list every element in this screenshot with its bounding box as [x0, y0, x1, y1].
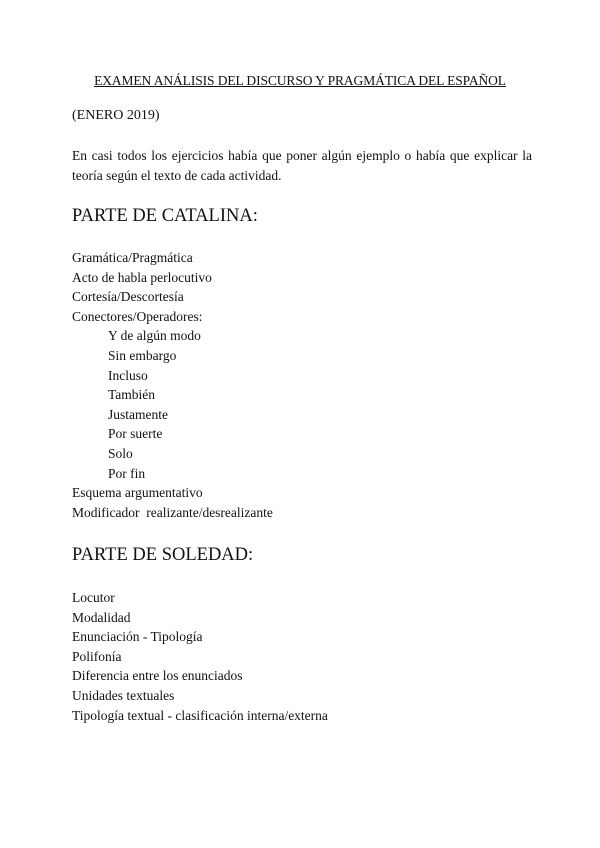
list-item: Locutor [72, 590, 115, 605]
document-title: EXAMEN ANÁLISIS DEL DISCURSO Y PRAGMÁTICA DEL ESPAÑOL [94, 73, 506, 88]
sublist-item: Solo [108, 445, 133, 461]
list-item: Unidades textuales [72, 687, 175, 703]
sublist-item: Por suerte [108, 426, 163, 442]
list-item: Enunciación - Tipología [72, 629, 203, 645]
list-item: Polifonía [72, 648, 122, 664]
soledad-topic-list [72, 588, 328, 725]
list-item-label: Conectores/Operadores: [72, 308, 203, 324]
section-heading-catalina: PARTE DE CATALINA: [72, 206, 258, 226]
sublist-item: Justamente [108, 406, 168, 422]
list-item: Modalidad [72, 609, 131, 625]
list-item: Diferencia entre los enunciados [72, 668, 243, 684]
list-item: Modificador realizante/desrealizante [72, 504, 273, 520]
sublist-item: También [108, 387, 156, 403]
list-item: Gramática/Pragmática [72, 250, 193, 265]
list-item: Tipología textual - clasificación interna/externa [72, 707, 328, 723]
connectors-sublist [72, 326, 273, 483]
intro-paragraph: En casi todos los ejercicios había que poner algún ejemplo o había que explicar la teoría según el texto de cada actividad. [72, 148, 532, 183]
sublist-item: Sin embargo [108, 347, 177, 363]
list-item [72, 307, 273, 483]
list-item: Cortesía/Descortesía [72, 289, 184, 305]
list-item: Esquema argumentativo [72, 485, 203, 501]
exam-date: (ENERO 2019) [72, 108, 160, 123]
sublist-item: Y de algún modo [108, 328, 201, 344]
list-item: Acto de habla perlocutivo [72, 269, 212, 285]
sublist-item: Incluso [108, 367, 148, 383]
section-heading-soledad: PARTE DE SOLEDAD: [72, 545, 254, 565]
sublist-item: Por fin [108, 465, 146, 481]
catalina-topic-list [72, 248, 273, 522]
